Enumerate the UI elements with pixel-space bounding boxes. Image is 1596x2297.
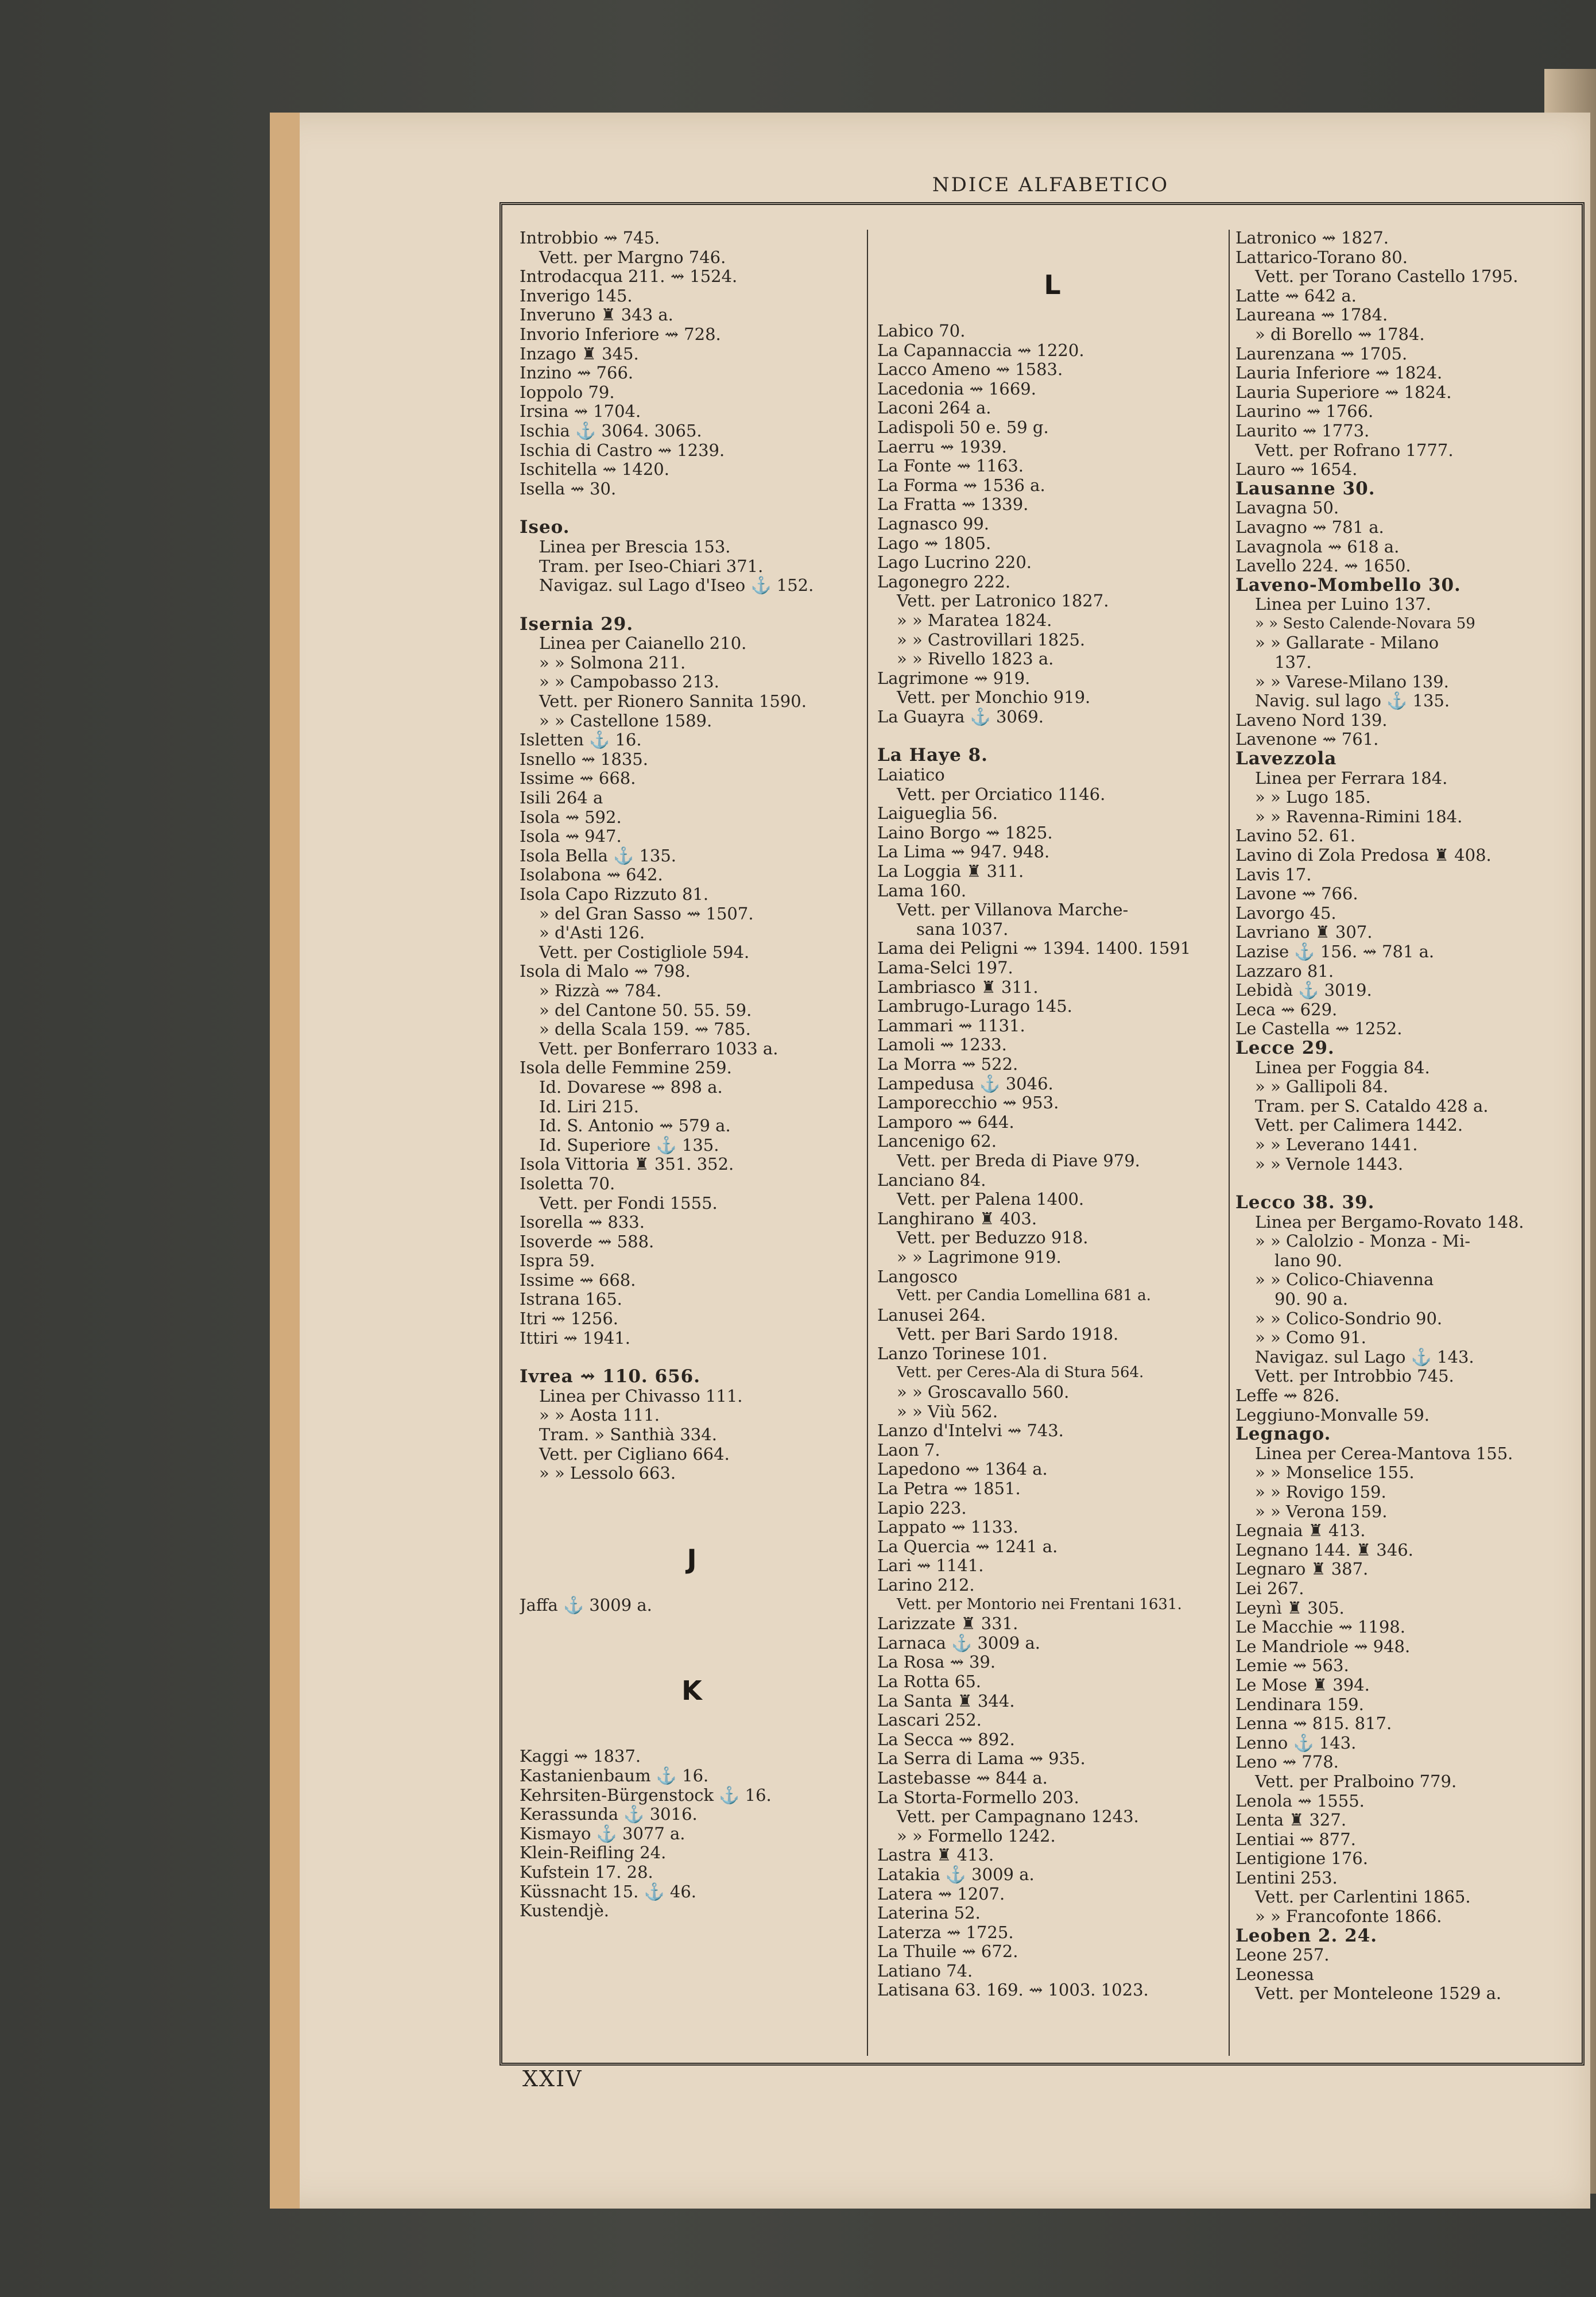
index-entry: » » Castellone 1589. [539,710,712,730]
index-entry: » » Calolzio - Monza - Mi- [1255,1231,1471,1251]
index-entry: Lenta ♜ 327. [1235,1810,1347,1830]
index-entry: Linea per Caianello 210. [539,633,747,653]
index-entry: Lari ⇝ 1141. [877,1556,984,1576]
index-entry: » di Borello ⇝ 1784. [1255,324,1425,344]
index-entry: Laigueglia 56. [877,803,998,823]
index-entry: Ivrea ⇝ 110. 656. [520,1366,701,1387]
column-rule [1229,230,1230,2056]
index-entry: Kehrsiten-Bürgenstock ⚓ 16. [520,1785,772,1805]
index-entry: Lemie ⇝ 563. [1235,1656,1349,1676]
index-entry: Lama-Selci 197. [877,958,1013,977]
index-entry: La Thuile ⇝ 672. [877,1942,1018,1962]
index-entry: La Rosa ⇝ 39. [877,1652,996,1672]
index-entry: Issime ⇝ 668. [520,768,636,788]
spacer [520,595,864,615]
index-entry: Lammari ⇝ 1131. [877,1015,1025,1035]
index-column-3 [1235,229,1577,2055]
index-entry: Isletten ⚓ 16. [520,730,642,750]
index-entry: Latronico ⇝ 1827. [1235,229,1389,248]
index-entry: Linea per Chivasso 111. [539,1386,743,1406]
index-entry: Vett. per Bonferraro 1033 a. [539,1038,778,1058]
index-entry: Laterina 52. [877,1903,981,1923]
index-entry: Lambriasco ♜ 311. [877,977,1039,997]
index-entry: La Lima ⇝ 947. 948. [877,842,1050,862]
index-entry: La Haye 8. [877,745,988,766]
index-entry: Lavagno ⇝ 781 a. [1235,517,1384,537]
index-entry: Ischia ⚓ 3064. 3065. [520,420,702,440]
index-entry: » » Rivello 1823 a. [897,649,1054,669]
index-entry: » » Lugo 185. [1255,787,1371,807]
index-entry: Id. Superiore ⚓ 135. [539,1135,719,1155]
index-entry: Leno ⇝ 778. [1235,1752,1339,1772]
index-entry: Lama dei Peligni ⇝ 1394. 1400. 1591 [877,938,1191,958]
index-entry: Vett. per Fondi 1555. [539,1193,718,1213]
index-entry: Lappato ⇝ 1133. [877,1517,1018,1537]
index-entry: Vett. per Bari Sardo 1918. [897,1324,1119,1344]
index-entry: Lendinara 159. [1235,1694,1364,1714]
index-column-2 [877,229,1227,2055]
index-entry: Leffe ⇝ 826. [1235,1386,1340,1406]
index-entry: Iseo. [520,517,570,538]
index-entry: Isola ⇝ 592. [520,807,622,827]
index-entry: Langhirano ♜ 403. [877,1208,1037,1228]
index-entry: Linea per Foggia 84. [1255,1057,1430,1077]
index-entry: Lavorgo 45. [1235,903,1337,923]
index-entry: Le Mandriole ⇝ 948. [1235,1636,1411,1656]
index-entry: sana 1037. [916,919,1009,939]
index-entry: » » Groscavallo 560. [897,1382,1070,1402]
index-entry: Kastanienbaum ⚓ 16. [520,1766,709,1785]
spacer [520,498,864,518]
index-entry: Lamoli ⇝ 1233. [877,1035,1007,1055]
index-entry: Isola ⇝ 947. [520,826,622,846]
index-entry: Lanciano 84. [877,1170,986,1190]
index-entry: Isorella ⇝ 833. [520,1212,645,1232]
index-entry: Vett. per Torano Castello 1795. [1255,266,1518,287]
index-entry: Lagonegro 222. [877,571,1011,591]
index-entry: Lauria Superiore ⇝ 1824. [1235,382,1452,402]
index-entry: » della Scala 159. ⇝ 785. [539,1019,751,1039]
index-entry: Lenno ⚓ 143. [1235,1733,1357,1753]
section-letter: K [681,1675,702,1707]
section-letter: J [687,1543,697,1575]
index-entry: Le Macchie ⇝ 1198. [1235,1617,1405,1637]
index-entry: Laiatico [877,765,945,785]
running-head: NDICE ALFABETICO [932,173,1169,196]
spacer [520,1522,864,1542]
index-entry: Lavenone ⇝ 761. [1235,729,1379,749]
index-entry: Vett. per Candia Lomellina 681 a. [897,1287,1151,1305]
index-entry: Inzino ⇝ 766. [520,363,634,383]
index-entry: Lago Lucrino 220. [877,552,1032,573]
index-entry: Vett. per Introbbio 745. [1255,1366,1454,1386]
index-entry: Leonessa [1235,1964,1314,1984]
spacer [520,1615,864,1654]
index-entry: » » Castrovillari 1825. [897,629,1086,649]
index-entry: Lascari 252. [877,1710,982,1730]
index-entry: Lapedono ⇝ 1364 a. [877,1459,1048,1479]
index-entry: 137. [1275,652,1312,672]
index-entry: Vett. per Ceres-Ala di Stura 564. [897,1364,1144,1382]
index-entry: Lavino di Zola Predosa ♜ 408. [1235,845,1492,865]
index-entry: Lanzo Torinese 101. [877,1343,1048,1363]
index-entry: Latera ⇝ 1207. [877,1884,1005,1904]
index-entry: Lavriano ♜ 307. [1235,922,1373,942]
index-entry: Isola delle Femmine 259. [520,1058,732,1078]
index-entry: Istrana 165. [520,1289,622,1309]
index-entry: Lancenigo 62. [877,1131,997,1151]
index-entry: Laterza ⇝ 1725. [877,1922,1014,1942]
index-entry: Ladispoli 50 e. 59 g. [877,417,1049,437]
index-entry: Ischitella ⇝ 1420. [520,459,669,479]
index-entry: Linea per Brescia 153. [539,536,731,556]
index-entry: Lauria Inferiore ⇝ 1824. [1235,363,1443,383]
spacer [877,229,1227,268]
index-entry: » » Monselice 155. [1255,1463,1415,1483]
index-entry: Isnello ⇝ 1835. [520,749,648,769]
index-entry: Tram. » Santhià 334. [539,1425,717,1445]
index-entry: Laureana ⇝ 1784. [1235,305,1388,325]
index-entry: Lecco 38. 39. [1235,1192,1375,1213]
index-entry: Kismayo ⚓ 3077 a. [520,1823,685,1843]
index-entry: La Petra ⇝ 1851. [877,1479,1021,1499]
spacer [520,1708,864,1747]
index-entry: La Loggia ♜ 311. [877,861,1024,881]
index-entry: Legnaia ♜ 413. [1235,1521,1366,1541]
index-entry: La Rotta 65. [877,1671,981,1691]
index-entry: Leoben 2. 24. [1235,1925,1378,1946]
index-entry: Id. Liri 215. [539,1096,639,1116]
index-entry: Larizzate ♜ 331. [877,1614,1018,1634]
index-entry: Isili 264 a [520,788,603,808]
spacer [520,1348,864,1367]
index-entry: Laveno-Mombello 30. [1235,574,1461,595]
index-entry: » » Solmona 211. [539,652,686,672]
index-entry: Inveruno ♜ 343 a. [520,305,673,325]
index-entry: Id. S. Antonio ⇝ 579 a. [539,1116,731,1136]
index-entry: Lavello 224. ⇝ 1650. [1235,556,1411,576]
index-entry: La Capannaccia ⇝ 1220. [877,340,1084,360]
index-entry: » Rizzà ⇝ 784. [539,980,662,1000]
index-entry: Vett. per Calimera 1442. [1255,1115,1463,1135]
index-entry: Vett. per Beduzzo 918. [897,1228,1088,1248]
index-entry: Lagnasco 99. [877,513,989,533]
index-entry: Latisana 63. 169. ⇝ 1003. 1023. [877,1980,1149,2000]
index-entry: Lavis 17. [1235,864,1312,884]
index-entry: Isolabona ⇝ 642. [520,865,663,885]
index-entry: Id. Dovarese ⇝ 898 a. [539,1077,723,1097]
index-entry: Laurenzana ⇝ 1705. [1235,343,1408,364]
index-entry: » » Leverano 1441. [1255,1134,1418,1154]
index-entry: Lentiai ⇝ 877. [1235,1829,1356,1849]
index-entry: Vett. per Monteleone 1529 a. [1255,1983,1502,2004]
index-entry: Vett. per Latronico 1827. [897,591,1109,611]
index-entry: Isernia 29. [520,613,634,635]
index-entry: Leynì ♜ 305. [1235,1598,1345,1618]
index-entry: La Fonte ⇝ 1163. [877,456,1024,476]
index-entry: La Serra di Lama ⇝ 935. [877,1749,1086,1769]
index-entry: » » Ravenna-Rimini 184. [1255,806,1463,826]
index-entry: Vett. per Rionero Sannita 1590. [539,691,807,711]
index-entry: Lago ⇝ 1805. [877,533,991,553]
index-entry: » » Varese-Milano 139. [1255,671,1449,691]
index-entry: Lavino 52. 61. [1235,826,1356,846]
index-entry: Laino Borgo ⇝ 1825. [877,822,1053,842]
index-entry: Vett. per Margno 746. [539,247,726,267]
index-entry: Linea per Luino 137. [1255,594,1431,614]
spacer [877,302,1227,322]
index-entry: Vett. per Villanova Marche- [897,900,1129,920]
index-entry: Kustendjè. [520,1901,610,1921]
index-entry: Lanzo d'Intelvi ⇝ 743. [877,1421,1064,1441]
index-entry: Lausanne 30. [1235,478,1376,499]
index-entry: Kerassunda ⚓ 3016. [520,1804,698,1824]
index-entry: Küssnacht 15. ⚓ 46. [520,1881,697,1901]
index-entry: Latte ⇝ 642 a. [1235,285,1357,306]
index-entry: » » Lagrimone 919. [897,1247,1062,1267]
index-entry: La Quercia ⇝ 1241 a. [877,1536,1058,1556]
index-entry: La Forma ⇝ 1536 a. [877,475,1045,495]
page-number: XXIV [522,2066,583,2091]
index-entry: Vett. per Breda di Piave 979. [897,1150,1140,1170]
index-entry: Inverigo 145. [520,285,633,306]
index-entry: » » Gallipoli 84. [1255,1077,1389,1097]
index-entry: » » Campobasso 213. [539,672,719,692]
index-entry: » d'Asti 126. [539,923,645,943]
index-entry: Legnano 144. ♜ 346. [1235,1540,1413,1560]
index-entry: Lastra ♜ 413. [877,1845,994,1865]
index-entry: » » Vernole 1443. [1255,1154,1404,1174]
index-entry: Lentini 253. [1235,1867,1338,1888]
index-entry: » » Colico-Sondrio 90. [1255,1308,1443,1328]
index-column-1 [520,229,864,2055]
index-entry: Lamporecchio ⇝ 953. [877,1093,1059,1113]
index-entry: Lagrimone ⇝ 919. [877,668,1031,688]
index-entry: Laerru ⇝ 1939. [877,436,1007,457]
index-entry: » del Gran Sasso ⇝ 1507. [539,903,754,923]
index-entry: Lauro ⇝ 1654. [1235,459,1358,479]
index-entry: Lazise ⚓ 156. ⇝ 781 a. [1235,941,1435,961]
index-entry: » » Maratea 1824. [897,610,1052,630]
index-entry: Inzago ♜ 345. [520,343,639,364]
index-entry: » » Aosta 111. [539,1405,660,1425]
index-entry: Isoverde ⇝ 588. [520,1231,654,1251]
index-entry: Laurino ⇝ 1766. [1235,401,1374,421]
index-entry: Lambrugo-Lurago 145. [877,996,1072,1016]
index-entry: Isoletta 70. [520,1173,615,1193]
index-entry: Vett. per Palena 1400. [897,1189,1084,1209]
index-entry: Ittiri ⇝ 1941. [520,1328,630,1348]
index-entry: Lentigione 176. [1235,1849,1368,1869]
index-entry: Vett. per Monchio 919. [897,687,1091,707]
section-letter: L [1044,269,1061,300]
index-entry: Vett. per Costigliole 594. [539,942,750,962]
index-entry: Isola di Malo ⇝ 798. [520,961,691,981]
index-entry: » » Francofonte 1866. [1255,1907,1442,1927]
index-entry: Leone 257. [1235,1945,1330,1965]
index-entry: Laurito ⇝ 1773. [1235,420,1370,440]
index-entry: Lavezzola [1235,748,1337,769]
index-entry: Lacedonia ⇝ 1669. [877,378,1036,399]
index-entry: Vett. per Montorio nei Frentani 1631. [897,1595,1182,1613]
index-entry: Lei 267. [1235,1578,1304,1598]
spacer [520,1654,864,1673]
index-entry: Lavone ⇝ 766. [1235,884,1358,904]
index-entry: Latiano 74. [877,1960,973,1981]
index-entry: Isola Bella ⚓ 135. [520,845,677,865]
index-entry: » del Cantone 50. 55. 59. [539,1000,752,1020]
index-entry: Larino 212. [877,1575,975,1595]
index-entry: Klein-Reifling 24. [520,1843,667,1863]
index-entry: Labico 70. [877,321,966,341]
index-entry: Kaggi ⇝ 1837. [520,1746,641,1766]
index-entry: » » Lessolo 663. [539,1463,676,1483]
index-entry: Isola Vittoria ♜ 351. 352. [520,1154,734,1174]
index-entry: La Storta-Formello 203. [877,1787,1079,1807]
index-entry: Lebidà ⚓ 3019. [1235,980,1372,1000]
index-entry: La Morra ⇝ 522. [877,1054,1018,1074]
index-entry: Lapio 223. [877,1498,967,1518]
index-entry: Isola Capo Rizzuto 81. [520,884,709,904]
index-entry: » » Gallarate - Milano [1255,633,1439,653]
spacer [1235,1174,1577,1193]
index-entry: Laconi 264 a. [877,398,991,418]
index-entry: Vett. per Carlentini 1865. [1255,1887,1471,1907]
index-entry: lano 90. [1275,1250,1343,1270]
index-entry: Linea per Bergamo-Rovato 148. [1255,1212,1524,1232]
index-entry: Lastebasse ⇝ 844 a. [877,1768,1048,1788]
index-entry: » » Colico-Chiavenna [1255,1270,1434,1290]
index-entry: Leggiuno-Monvalle 59. [1235,1405,1430,1425]
index-entry: Ispra 59. [520,1251,595,1271]
index-entry: Leca ⇝ 629. [1235,999,1338,1019]
spacer [520,1483,864,1522]
index-entry: Introdacqua 211. ⇝ 1524. [520,266,738,287]
index-entry: Kufstein 17. 28. [520,1862,653,1882]
index-entry: Larnaca ⚓ 3009 a. [877,1633,1040,1653]
spacer [520,1576,864,1596]
index-entry: Lamporo ⇝ 644. [877,1112,1014,1132]
index-entry: » » Como 91. [1255,1328,1366,1348]
index-entry: Navigaz. sul Lago ⚓ 143. [1255,1347,1474,1367]
index-entry: 90. 90 a. [1275,1289,1348,1309]
index-entry: Lazzaro 81. [1235,961,1334,981]
index-entry: Lacco Ameno ⇝ 1583. [877,359,1063,380]
index-entry: Latakia ⚓ 3009 a. [877,1864,1035,1884]
spacer [877,726,1227,746]
index-entry: La Fratta ⇝ 1339. [877,494,1029,515]
index-entry: La Guayra ⚓ 3069. [877,706,1044,726]
page-binding-edge [270,113,300,2209]
index-entry: Langosco [877,1266,958,1286]
index-entry: Irsina ⇝ 1704. [520,401,641,421]
index-entry: Lenola ⇝ 1555. [1235,1791,1365,1811]
index-entry: Linea per Cerea-Mantova 155. [1255,1443,1513,1463]
index-entry: » » Rovigo 159. [1255,1482,1386,1502]
index-entry: Navigaz. sul Lago d'Iseo ⚓ 152. [539,575,814,595]
index-entry: Vett. per Campagnano 1243. [897,1807,1139,1827]
index-entry: Le Castella ⇝ 1252. [1235,1019,1403,1039]
index-entry: Laon 7. [877,1440,940,1460]
index-entry: Legnaro ♜ 387. [1235,1559,1369,1579]
index-entry: » » Formello 1242. [897,1826,1056,1846]
index-entry: Lavagnola ⇝ 618 a. [1235,536,1400,556]
index-entry: Isella ⇝ 30. [520,478,617,498]
index-entry: Vett. per Rofrano 1777. [1255,440,1454,460]
index-entry: Issime ⇝ 668. [520,1270,636,1290]
index-entry: Lanusei 264. [877,1305,986,1325]
index-entry: Lattarico-Torano 80. [1235,247,1408,267]
index-entry: Legnago. [1235,1424,1331,1445]
index-entry: Vett. per Pralboino 779. [1255,1771,1457,1791]
index-entry: Navig. sul lago ⚓ 135. [1255,691,1450,711]
column-rule [867,230,868,2056]
index-entry: Lampedusa ⚓ 3046. [877,1073,1053,1093]
index-entry: Introbbio ⇝ 745. [520,229,660,248]
index-entry: Vett. per Cigliano 664. [539,1444,730,1464]
index-entry: Tram. per Iseo-Chiari 371. [539,556,764,576]
index-entry: Jaffa ⚓ 3009 a. [520,1595,652,1615]
index-entry: Lama 160. [877,880,967,900]
index-entry: Le Mose ♜ 394. [1235,1675,1370,1695]
index-entry: Linea per Ferrara 184. [1255,768,1448,788]
index-entry: La Secca ⇝ 892. [877,1729,1015,1749]
index-entry: » » Sesto Calende-Novara 59 [1255,614,1475,632]
index-entry: Lenna ⇝ 815. 817. [1235,1714,1392,1734]
index-entry: Lavagna 50. [1235,498,1339,518]
index-entry: Vett. per Orciatico 1146. [897,784,1106,804]
index-entry: » » Verona 159. [1255,1501,1388,1521]
index-entry: Tram. per S. Cataldo 428 a. [1255,1096,1489,1116]
index-entry: Laveno Nord 139. [1235,710,1388,730]
index-entry: Lecce 29. [1235,1037,1335,1058]
index-entry: La Santa ♜ 344. [877,1691,1015,1711]
index-entry: » » Viù 562. [897,1401,998,1421]
index-entry: Ioppolo 79. [520,382,615,402]
index-entry: Ischia di Castro ⇝ 1239. [520,440,725,460]
index-entry: Invorio Inferiore ⇝ 728. [520,324,721,344]
index-entry: Itri ⇝ 1256. [520,1309,619,1329]
